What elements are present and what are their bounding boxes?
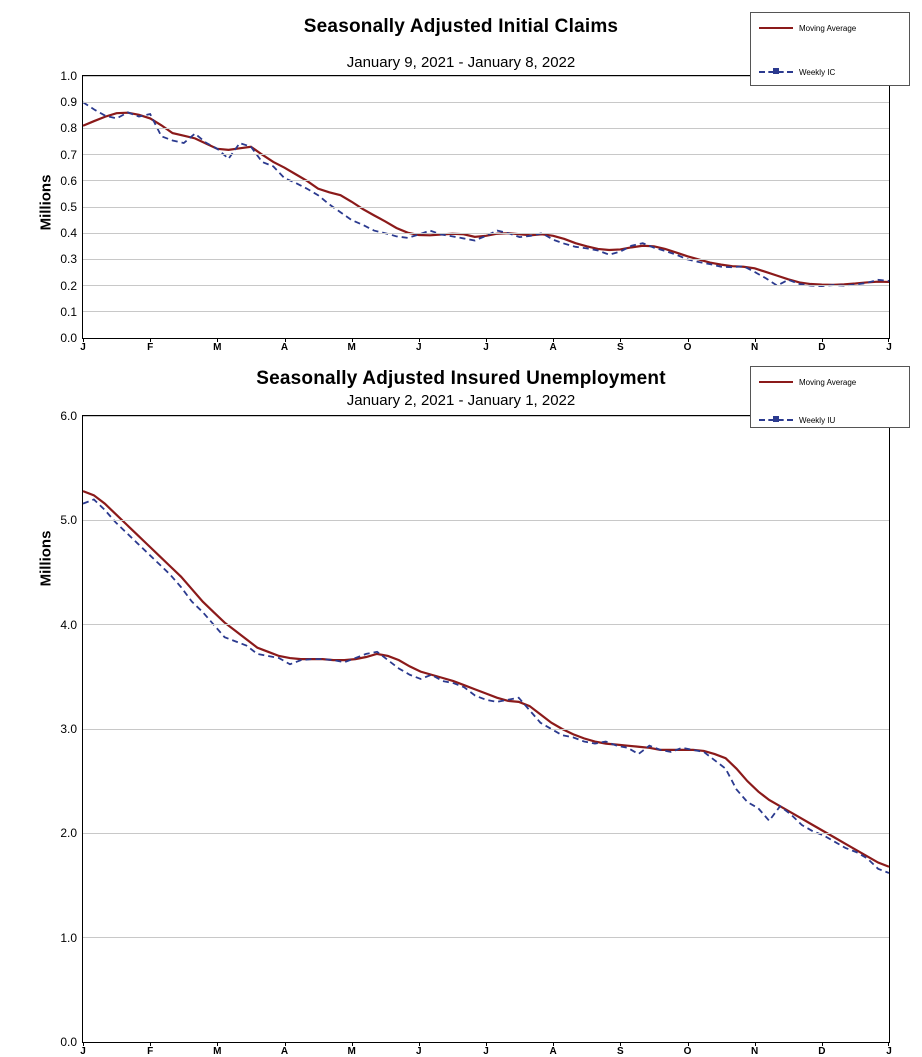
chart2-title: Seasonally Adjusted Insured Unemployment bbox=[256, 368, 666, 389]
gridline bbox=[83, 833, 889, 834]
x-tick-label: O bbox=[683, 342, 692, 353]
line-solid-icon bbox=[759, 23, 793, 33]
x-tick-label: N bbox=[751, 342, 759, 353]
x-tick-label: A bbox=[549, 342, 557, 353]
x-tick-label: M bbox=[213, 1046, 222, 1057]
gridline bbox=[83, 624, 889, 625]
chart1-legend-item-moving-average bbox=[759, 19, 901, 37]
chart-insured-unemployment bbox=[0, 360, 922, 1057]
chart2-y-axis-title: Millions bbox=[37, 530, 55, 587]
x-tick-label: F bbox=[147, 1046, 154, 1057]
gridline bbox=[83, 285, 889, 286]
y-tick-label: 0.4 bbox=[60, 226, 77, 241]
x-tick-label: J bbox=[416, 1046, 422, 1057]
y-tick-label: 0.0 bbox=[60, 331, 77, 345]
chart2-subtitle: January 2, 2021 - January 1, 2022 bbox=[346, 392, 576, 409]
y-tick-label: 1.0 bbox=[60, 930, 77, 945]
x-tick-label: J bbox=[886, 342, 892, 353]
y-tick-label: 0.6 bbox=[60, 173, 77, 188]
gridline bbox=[83, 180, 889, 181]
x-tick-label: N bbox=[751, 1046, 759, 1057]
x-tick-label: S bbox=[616, 342, 624, 353]
y-tick-label: 0.9 bbox=[60, 95, 77, 110]
x-tick-label: A bbox=[549, 1046, 557, 1057]
x-tick-label: S bbox=[616, 1046, 624, 1057]
x-tick-label: O bbox=[683, 1046, 692, 1057]
gridline bbox=[83, 311, 889, 312]
chart2-plot-area bbox=[60, 409, 892, 1057]
chart1-legend-item-weekly-ic bbox=[759, 63, 901, 81]
chart1-legend bbox=[750, 12, 910, 86]
y-tick-label: 4.0 bbox=[60, 617, 77, 632]
x-tick-label: F bbox=[147, 342, 154, 353]
x-tick-label: M bbox=[347, 342, 356, 353]
y-tick-label: 0.7 bbox=[60, 147, 77, 162]
chart2-legend-item-moving-average bbox=[759, 373, 901, 391]
gridline bbox=[83, 729, 889, 730]
chart1-y-axis-title: Millions bbox=[37, 174, 55, 231]
gridline bbox=[83, 128, 889, 129]
x-tick-label: M bbox=[213, 342, 222, 353]
chart2-legend-label-1: Moving Average bbox=[799, 377, 857, 387]
gridline bbox=[83, 937, 889, 938]
chart2-legend-item-weekly-iu bbox=[759, 411, 901, 429]
x-tick-label: J bbox=[80, 1046, 86, 1057]
chart1-subtitle: January 9, 2021 - January 8, 2022 bbox=[346, 54, 576, 71]
chart1-title: Seasonally Adjusted Initial Claims bbox=[303, 16, 619, 37]
line-dashed-icon bbox=[759, 415, 793, 425]
x-tick-label: J bbox=[483, 342, 489, 353]
x-tick-label: A bbox=[280, 1046, 289, 1057]
x-tick-label: J bbox=[80, 342, 86, 353]
chart1-legend-label-1: Moving Average bbox=[799, 23, 857, 33]
y-tick-label: 2.0 bbox=[60, 826, 77, 841]
x-tick-label: J bbox=[886, 1046, 892, 1057]
x-tick-label: M bbox=[347, 1046, 356, 1057]
y-tick-label: 0.3 bbox=[60, 252, 77, 267]
gridline bbox=[83, 154, 889, 155]
gridline bbox=[83, 520, 889, 521]
x-tick-label: D bbox=[818, 1046, 826, 1057]
gridline bbox=[83, 102, 889, 103]
y-tick-label: 5.0 bbox=[60, 513, 77, 528]
line-dashed-icon bbox=[759, 67, 793, 77]
chart-initial-claims bbox=[0, 0, 922, 360]
y-tick-label: 6.0 bbox=[60, 409, 77, 423]
y-tick-label: 0.5 bbox=[60, 200, 77, 214]
series-line bbox=[83, 491, 889, 867]
x-tick-label: J bbox=[483, 1046, 489, 1057]
y-tick-label: 0.2 bbox=[60, 278, 77, 293]
y-tick-label: 0.1 bbox=[60, 304, 77, 319]
x-tick-label: J bbox=[416, 342, 422, 353]
gridline bbox=[83, 207, 889, 208]
chart2-legend bbox=[750, 366, 910, 428]
x-tick-label: D bbox=[818, 342, 826, 353]
chart2-legend-label-2: Weekly IU bbox=[799, 415, 836, 425]
y-tick-label: 0.8 bbox=[60, 121, 77, 136]
y-tick-label: 1.0 bbox=[60, 69, 77, 83]
x-tick-label: A bbox=[280, 342, 289, 353]
series-line bbox=[83, 499, 889, 873]
gridline bbox=[83, 233, 889, 234]
y-tick-label: 0.0 bbox=[60, 1035, 77, 1049]
line-solid-icon bbox=[759, 377, 793, 387]
chart1-legend-label-2: Weekly IC bbox=[799, 67, 836, 77]
y-tick-label: 3.0 bbox=[60, 722, 77, 736]
gridline bbox=[83, 259, 889, 260]
